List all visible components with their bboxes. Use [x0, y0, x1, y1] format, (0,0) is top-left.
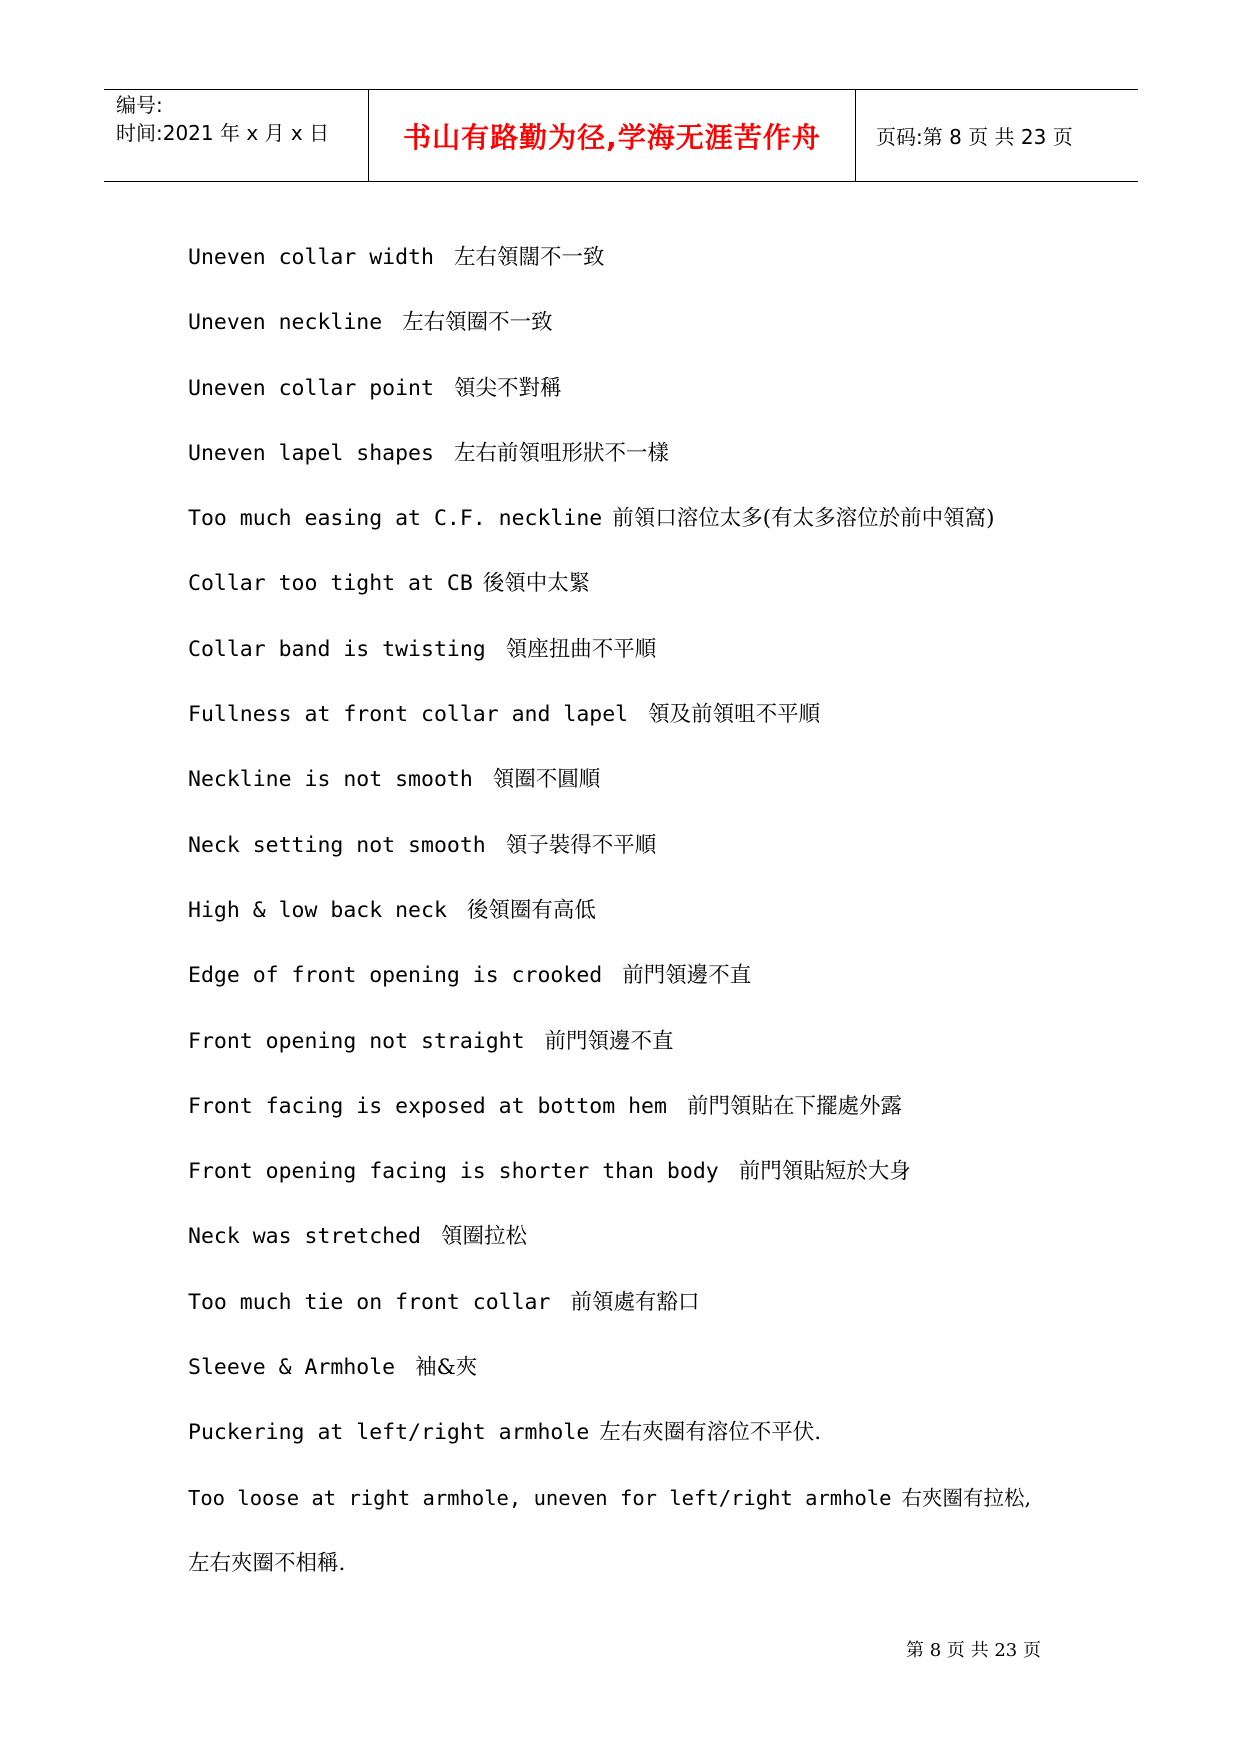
term-english: Too loose at right armhole, uneven for left/right armhole [188, 1485, 892, 1510]
term-english: Neck setting not smooth [188, 832, 486, 858]
term-english: Puckering at left/right armhole [188, 1420, 590, 1446]
term-english: Front opening not straight [188, 1028, 525, 1054]
term-chinese: 前領口溶位太多(有太多溶位於前中領窩) [612, 506, 995, 532]
term-english: Too much easing at C.F. neckline [188, 506, 603, 532]
term-chinese: 領座扭曲不平順 [505, 636, 657, 662]
document-number-label: 编号: [116, 93, 163, 117]
page-header [104, 89, 1138, 182]
term-chinese: 領及前領咀不平順 [648, 702, 821, 728]
glossary-line [188, 486, 1088, 551]
term-english: High & low back neck [188, 897, 447, 923]
term-english: Sleeve & Armhole [188, 1355, 396, 1381]
term-chinese: 左右夾圈不相稱. [188, 1550, 346, 1576]
term-chinese: 前門領邊不直 [544, 1028, 674, 1054]
glossary-body [188, 225, 1088, 1596]
term-english: Uneven neckline [188, 310, 383, 336]
term-chinese: 左右領圈不一致 [402, 310, 553, 336]
glossary-line [188, 1139, 1088, 1204]
term-chinese: 領圈拉松 [441, 1224, 528, 1250]
term-chinese: 前門領貼在下擺處外露 [686, 1093, 902, 1119]
term-chinese: 袖&夾 [415, 1355, 478, 1381]
glossary-line [188, 943, 1088, 1008]
term-chinese: 左右領闊不一致 [453, 245, 605, 270]
header-meta [104, 90, 368, 181]
glossary-line [188, 551, 1088, 616]
term-english: Uneven collar point [188, 375, 434, 401]
term-english: Edge of front opening is crooked [188, 963, 603, 989]
term-chinese: 前領處有豁口 [570, 1289, 700, 1315]
term-english: Front facing is exposed at bottom hem [188, 1093, 667, 1119]
term-english: Neckline is not smooth [188, 767, 473, 793]
glossary-line [188, 1074, 1088, 1139]
term-chinese: 前門領邊不直 [622, 963, 752, 989]
glossary-line [188, 1009, 1088, 1074]
term-chinese: 領子裝得不平順 [505, 832, 657, 858]
term-english: Fullness at front collar and lapel [188, 702, 629, 728]
glossary-line [188, 356, 1088, 421]
header-page-info: 页码:第 8 页 共 23 页 [876, 125, 1073, 149]
term-english: Collar band is twisting [188, 636, 486, 662]
term-english: Front opening facing is shorter than body [188, 1159, 719, 1185]
glossary-line [188, 1400, 1088, 1465]
glossary-line [188, 290, 1088, 355]
term-chinese: 領尖不對稱 [453, 375, 562, 401]
glossary-line [188, 1204, 1088, 1269]
term-english: Too much tie on front collar [188, 1289, 551, 1315]
glossary-line [188, 1466, 1088, 1531]
glossary-line-continuation [188, 1531, 1088, 1596]
term-english: Collar too tight at CB [188, 571, 473, 597]
header-motto-cell [368, 90, 856, 181]
glossary-line [188, 813, 1088, 878]
glossary-line [188, 617, 1088, 682]
term-chinese: 左右前領咀形狀不一樣 [453, 440, 669, 466]
term-chinese: 後領中太緊 [482, 571, 591, 597]
term-english: Neck was stretched [188, 1224, 421, 1250]
glossary-line [188, 878, 1088, 943]
glossary-line [188, 747, 1088, 812]
term-english: Uneven lapel shapes [188, 440, 434, 466]
term-chinese: 前門領貼短於大身 [738, 1159, 911, 1185]
term-chinese: 右夾圈有拉松, [901, 1485, 1032, 1510]
header-motto: 书山有路勤为径,学海无涯苦作舟 [403, 120, 821, 154]
glossary-line [188, 682, 1088, 747]
glossary-section-heading [188, 1335, 1088, 1400]
term-chinese: 後領圈有高低 [466, 897, 596, 923]
term-english: Uneven collar width [188, 245, 434, 270]
glossary-line [188, 225, 1088, 290]
glossary-line [188, 421, 1088, 486]
document-time-label: 时间:2021 年 x 月 x 日 [116, 121, 330, 145]
term-chinese: 左右夾圈有溶位不平伏. [599, 1420, 822, 1446]
term-chinese: 領圈不圓順 [492, 767, 601, 793]
page-footer: 第 8 页 共 23 页 [906, 1640, 1041, 1661]
glossary-line [188, 1270, 1088, 1335]
